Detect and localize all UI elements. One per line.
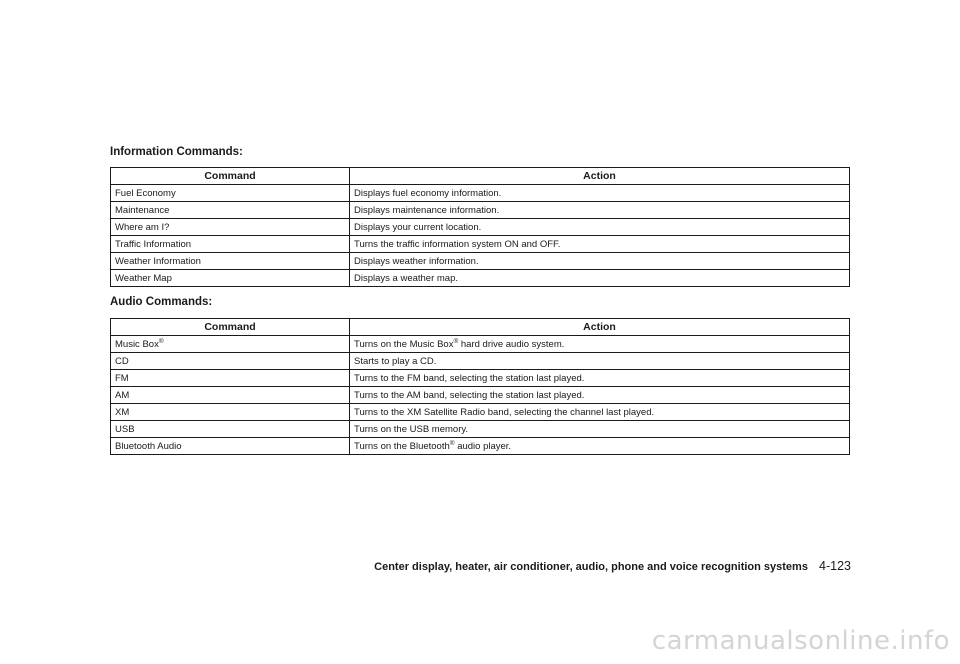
page-footer bbox=[374, 559, 851, 573]
column-header-command: Command bbox=[111, 319, 350, 336]
action-cell: Displays weather information. bbox=[350, 253, 850, 270]
table-header-row bbox=[111, 319, 850, 336]
action-cell: Turns to the AM band, selecting the station last played. bbox=[350, 387, 850, 404]
command-cell: USB bbox=[111, 421, 350, 438]
table-row bbox=[111, 253, 850, 270]
command-cell bbox=[111, 336, 350, 353]
action-cell: Turns to the FM band, selecting the station last played. bbox=[350, 370, 850, 387]
information-commands-table bbox=[110, 167, 850, 287]
audio-commands-title: Audio Commands: bbox=[110, 296, 213, 308]
table-row bbox=[111, 236, 850, 253]
action-cell: Displays a weather map. bbox=[354, 272, 459, 284]
table-header-row bbox=[111, 168, 850, 185]
table-row bbox=[111, 387, 850, 404]
command-cell: CD bbox=[111, 353, 350, 370]
column-header-command: Command bbox=[111, 168, 350, 185]
command-cell: Weather Information bbox=[111, 253, 350, 270]
command-cell: Traffic Information bbox=[111, 236, 350, 253]
table-row bbox=[111, 404, 850, 421]
action-cell: Displays fuel economy information. bbox=[350, 185, 850, 202]
footer-section-title: Center display, heater, air conditioner, audio, phone and voice recognition systems bbox=[374, 561, 808, 573]
page-number: 4-123 bbox=[819, 559, 851, 573]
command-cell: AM bbox=[111, 387, 350, 404]
command-cell: Bluetooth Audio bbox=[111, 438, 350, 455]
watermark: carmanualsonline.info bbox=[651, 626, 950, 656]
action-cell bbox=[350, 336, 850, 353]
registered-mark: ® bbox=[453, 337, 459, 345]
table-row bbox=[111, 185, 850, 202]
action-text: Turns on the Music Box bbox=[354, 338, 454, 350]
command-cell: XM bbox=[111, 404, 350, 421]
action-cell: Turns the traffic information system ON and OFF. bbox=[350, 236, 850, 253]
action-text: Turns on the Bluetooth bbox=[354, 440, 450, 452]
table-row bbox=[111, 370, 850, 387]
information-commands-title: Information Commands: bbox=[110, 146, 243, 158]
table-row bbox=[111, 353, 850, 370]
command-cell: Maintenance bbox=[111, 202, 350, 219]
audio-commands-table bbox=[110, 318, 850, 455]
registered-mark: ® bbox=[158, 337, 164, 345]
command-cell: Weather Map bbox=[111, 270, 350, 287]
action-cell: Turns to the XM Satellite Radio band, selecting the channel last played. bbox=[350, 404, 850, 421]
command-text: Music Box bbox=[115, 338, 159, 350]
action-cell: Starts to play a CD. bbox=[350, 353, 850, 370]
table-row bbox=[111, 202, 850, 219]
column-header-action: Action bbox=[350, 319, 850, 336]
registered-mark: ® bbox=[449, 439, 455, 447]
action-text: hard drive audio system. bbox=[460, 338, 565, 350]
command-cell: FM bbox=[111, 370, 350, 387]
action-cell: Displays maintenance information. bbox=[350, 202, 850, 219]
table-row bbox=[111, 270, 850, 287]
command-cell: Where am I? bbox=[111, 219, 350, 236]
action-cell bbox=[350, 438, 850, 455]
column-header-action: Action bbox=[350, 168, 850, 185]
command-cell: Fuel Economy bbox=[111, 185, 350, 202]
action-text: audio player. bbox=[457, 440, 512, 452]
table-row bbox=[111, 336, 850, 353]
table-row bbox=[111, 438, 850, 455]
table-row bbox=[111, 219, 850, 236]
action-cell: Turns on the USB memory. bbox=[350, 421, 850, 438]
table-row bbox=[111, 421, 850, 438]
action-cell: Displays your current location. bbox=[350, 219, 850, 236]
